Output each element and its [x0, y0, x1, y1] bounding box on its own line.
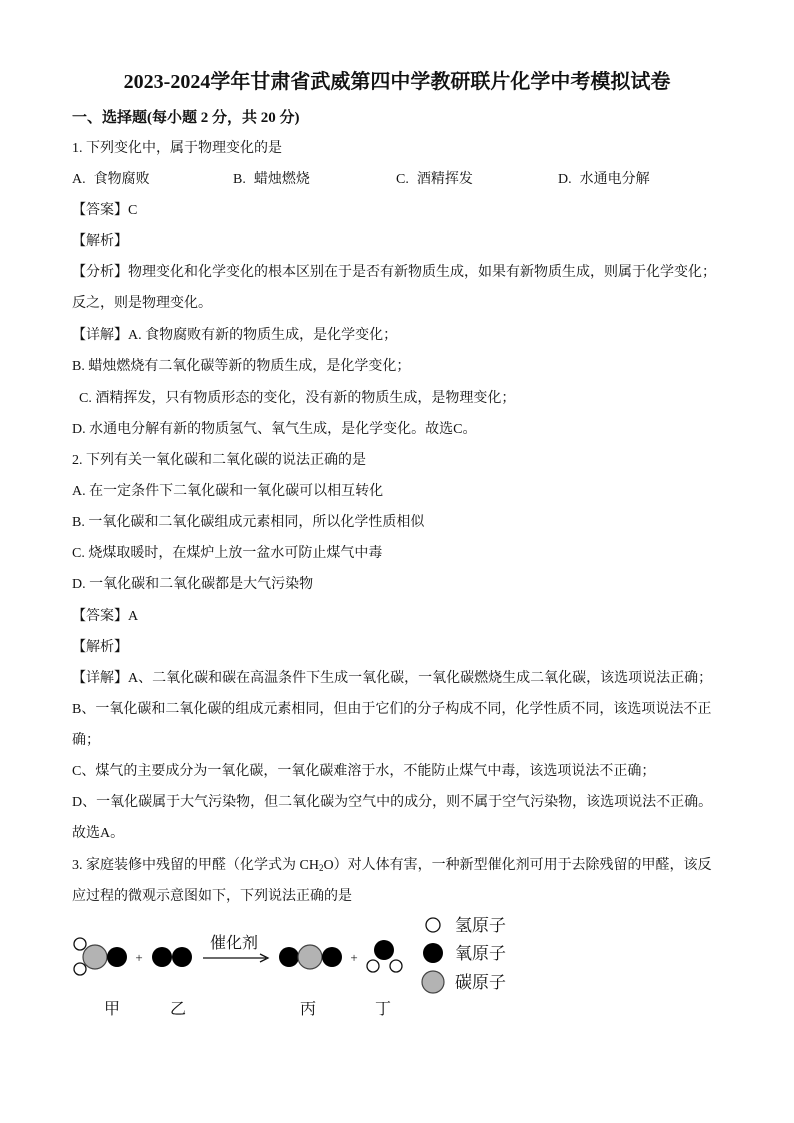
q2-detail-line: C、煤气的主要成分为一氧化碳，一氧化碳难溶于水，不能防止煤气中毒，该选项说法不正确；: [72, 764, 656, 779]
legend-hydrogen-swatch: [426, 918, 440, 932]
q2-analysis-tag: 【解析】: [72, 640, 128, 655]
legend-label: 氧原子: [455, 944, 506, 963]
q1-detail-line: 【详解】A. 食物腐败有新的物质生成，是化学变化；: [72, 328, 398, 343]
q2-answer: 【答案】A: [72, 609, 139, 624]
molecule-jia: [74, 938, 127, 975]
q2-detail-line: B、一氧化碳和二氧化碳的组成元素相同，但由于它们的分子构成不同，化学性质不同，该选项说法不正: [72, 702, 712, 717]
legend-label: 碳原子: [455, 973, 506, 992]
option-text: 水通电分解: [579, 172, 650, 187]
q2-stem: 2. 下列有关一氧化碳和二氧化碳的说法正确的是: [72, 453, 366, 468]
hydrogen-atom: [74, 963, 86, 975]
q1-stem: 1. 下列变化中，属于物理变化的是: [72, 141, 282, 156]
q1-fenxi-line: 【分析】物理变化和化学变化的根本区别在于是否有新物质生成，如果有新物质生成，则属于化学变化；: [72, 265, 716, 280]
q2-conclusion: 故选A。: [72, 826, 125, 841]
q3-stem-post: O）对人体有害，一种新型催化剂可用于去除残留的甲醛，该反: [323, 858, 712, 873]
option-label: B.: [233, 172, 246, 187]
option-label: C.: [396, 172, 409, 187]
q2-detail-line: D、一氧化碳属于大气污染物，但二氧化碳为空气中的成分，则不属于空气污染物，该选项说法不正确。: [72, 795, 713, 810]
oxygen-atom: [172, 947, 192, 967]
molecule-label: 甲: [103, 1001, 121, 1018]
oxygen-atom: [107, 947, 127, 967]
q3-stem-line2: 应过程的微观示意图如下，下列说法正确的是: [72, 889, 352, 904]
molecule-label: 乙: [169, 1001, 187, 1018]
legend-label: 氢原子: [455, 916, 506, 935]
legend-oxygen-swatch: [423, 943, 443, 963]
q1-detail-line: D. 水通电分解有新的物质氢气、氧气生成，是化学变化。故选C。: [72, 422, 477, 437]
q1-detail-line: C. 酒精挥发，只有物质形态的变化，没有新的物质生成，是物理变化；: [79, 391, 516, 406]
oxygen-atom: [152, 947, 172, 967]
q1-option-c: [396, 170, 473, 190]
reaction-arrow: [203, 954, 268, 962]
molecule-yi: [152, 947, 192, 967]
q1-fenxi-line: 反之，则是物理变化。: [72, 296, 212, 311]
q1-option-a: [72, 170, 150, 190]
plus-sign: +: [350, 950, 358, 965]
q2-option-d: D. 一氧化碳和二氧化碳都是大气污染物: [72, 577, 314, 592]
q1-analysis-tag: 【解析】: [72, 234, 128, 249]
option-label: A.: [72, 172, 86, 187]
oxygen-atom: [322, 947, 342, 967]
q1-option-b: [233, 170, 310, 190]
q2-option-a: A. 在一定条件下二氧化碳和一氧化碳可以相互转化: [72, 484, 384, 499]
q1-answer: 【答案】C: [72, 203, 138, 218]
q3-subscript: 2: [318, 863, 324, 873]
option-text: 蜡烛燃烧: [253, 172, 310, 187]
oxygen-atom: [374, 940, 394, 960]
page-title: 2023-2024学年甘肃省武威第四中学教研联片化学中考模拟试卷: [123, 71, 671, 93]
molecule-label: 丁: [374, 1001, 392, 1018]
catalyst-label: 催化剂: [209, 935, 259, 952]
carbon-atom: [298, 945, 322, 969]
section-heading: 一、选择题(每小题 2 分，共 20 分): [72, 110, 300, 126]
q3-stem: [72, 856, 712, 876]
hydrogen-atom: [390, 960, 402, 972]
carbon-atom: [83, 945, 107, 969]
reaction-diagram: [0, 900, 794, 1030]
q1-detail-line: B. 蜡烛燃烧有二氧化碳等新的物质生成，是化学变化；: [72, 359, 411, 374]
q2-detail-line: 【详解】A、二氧化碳和碳在高温条件下生成一氧化碳，一氧化碳燃烧生成二氧化碳，该选项说法正确；: [72, 671, 713, 686]
molecule-bing: [279, 945, 342, 969]
option-text: 酒精挥发: [416, 172, 473, 187]
q3-stem-pre: 3. 家庭装修中残留的甲醛（化学式为 CH: [72, 858, 319, 873]
q1-option-d: [558, 170, 650, 190]
option-label: D.: [558, 172, 572, 187]
plus-sign: +: [135, 950, 143, 965]
legend: [422, 916, 506, 993]
q2-option-c: C. 烧煤取暖时，在煤炉上放一盆水可防止煤气中毒: [72, 546, 383, 561]
hydrogen-atom: [367, 960, 379, 972]
option-text: 食物腐败: [93, 172, 150, 187]
q2-detail-line: 确；: [72, 733, 100, 748]
molecule-ding: [367, 940, 402, 972]
hydrogen-atom: [74, 938, 86, 950]
q2-option-b: B. 一氧化碳和二氧化碳组成元素相同，所以化学性质相似: [72, 515, 425, 530]
molecule-label: 丙: [299, 1001, 317, 1018]
legend-carbon-swatch: [422, 971, 444, 993]
oxygen-atom: [279, 947, 299, 967]
